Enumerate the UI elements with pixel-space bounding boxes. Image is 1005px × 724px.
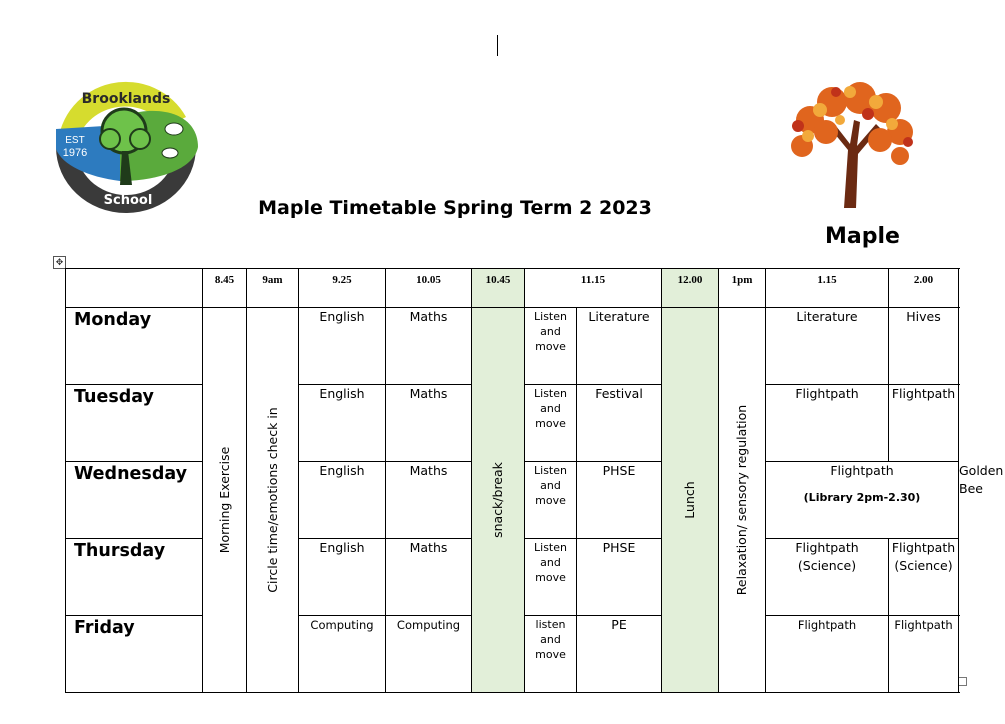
lesson-cell: Flightpath (766, 385, 889, 462)
timetable (65, 268, 1004, 693)
lesson-cell: English (299, 308, 386, 385)
lesson-cell: Flightpath (889, 385, 959, 462)
header-empty-cell (66, 269, 203, 308)
lesson-cell: PHSE (577, 539, 662, 616)
day-row (66, 308, 959, 385)
text-cursor (497, 35, 498, 56)
day-row: Wednesday English Maths Listen and move PHSE Flightpath (Library 2pm-2.30) Golden Bee (66, 462, 959, 539)
morning-exercise-cell (203, 308, 247, 693)
time-1400: 2.00 (889, 269, 959, 308)
logo-year-text: 1976 (62, 147, 88, 159)
lesson-label: Flightpath (830, 463, 894, 478)
relaxation-cell (719, 308, 766, 693)
lesson-cell: English (299, 462, 386, 539)
lesson-cell: Hives (889, 308, 959, 385)
listen-and-move-cell: Listen and move (525, 539, 577, 616)
time-1200: 12.00 (662, 269, 719, 308)
circle-time-cell (247, 308, 299, 693)
lesson-cell: English (299, 539, 386, 616)
lesson-cell: Flightpath (Science) (766, 539, 889, 616)
snack-break-label: snack/break (490, 462, 505, 538)
lesson-cell: Computing (386, 616, 472, 693)
library-note: (Library 2pm-2.30) (803, 491, 921, 504)
lesson-cell: PHSE (577, 462, 662, 539)
snack-break-cell (472, 308, 525, 693)
class-name: Maple (825, 224, 900, 249)
time-1005: 10.05 (386, 269, 472, 308)
lesson-cell: Maths (386, 308, 472, 385)
time-0900: 9am (247, 269, 299, 308)
day-name: Tuesday (66, 385, 203, 462)
lesson-cell: English (299, 385, 386, 462)
listen-and-move-cell: Listen and move (525, 308, 577, 385)
lesson-cell: Maths (386, 539, 472, 616)
page-title: Maple Timetable Spring Term 2 2023 (258, 197, 652, 219)
logo-top-text: Brooklands (81, 91, 171, 107)
listen-and-move-cell: Listen and move (525, 462, 577, 539)
day-name: Wednesday (66, 462, 203, 539)
time-1300: 1pm (719, 269, 766, 308)
lunch-label: Lunch (682, 481, 697, 519)
listen-and-move-cell: Listen and move (525, 385, 577, 462)
time-0925: 9.25 (299, 269, 386, 308)
logo-est-text: EST (65, 135, 85, 146)
relaxation-label: Relaxation/ sensory regulation (734, 404, 749, 596)
day-name: Monday (66, 308, 203, 385)
lesson-cell: Flightpath (Science) (889, 539, 959, 616)
day-name: Friday (66, 616, 203, 693)
time-1045: 10.45 (472, 269, 525, 308)
brooklands-school-logo (48, 73, 204, 215)
lesson-cell: PE (577, 616, 662, 693)
lunch-cell (662, 308, 719, 693)
time-1315: 1.15 (766, 269, 889, 308)
table-move-handle-icon[interactable]: ✥ (53, 256, 66, 269)
time-0845: 8.45 (203, 269, 247, 308)
lesson-cell: Maths (386, 462, 472, 539)
lesson-cell: Festival (577, 385, 662, 462)
maple-tree-image (780, 80, 920, 210)
listen-and-move-cell: listen and move (525, 616, 577, 693)
logo-bottom-text: School (103, 193, 153, 208)
lesson-cell: Flightpath (766, 616, 889, 693)
time-1115: 11.15 (525, 269, 662, 308)
lesson-cell: Computing (299, 616, 386, 693)
lesson-cell: Maths (386, 385, 472, 462)
lesson-cell: Literature (577, 308, 662, 385)
table-resize-handle[interactable] (958, 677, 967, 686)
time-header-row (66, 269, 959, 308)
lesson-cell: Flightpath (889, 616, 959, 693)
circle-time-label: Circle time/emotions check in (264, 407, 280, 593)
morning-exercise-label: Morning Exercise (216, 446, 232, 554)
lesson-cell-with-note (766, 462, 959, 539)
day-name: Thursday (66, 539, 203, 616)
lesson-cell: Literature (766, 308, 889, 385)
